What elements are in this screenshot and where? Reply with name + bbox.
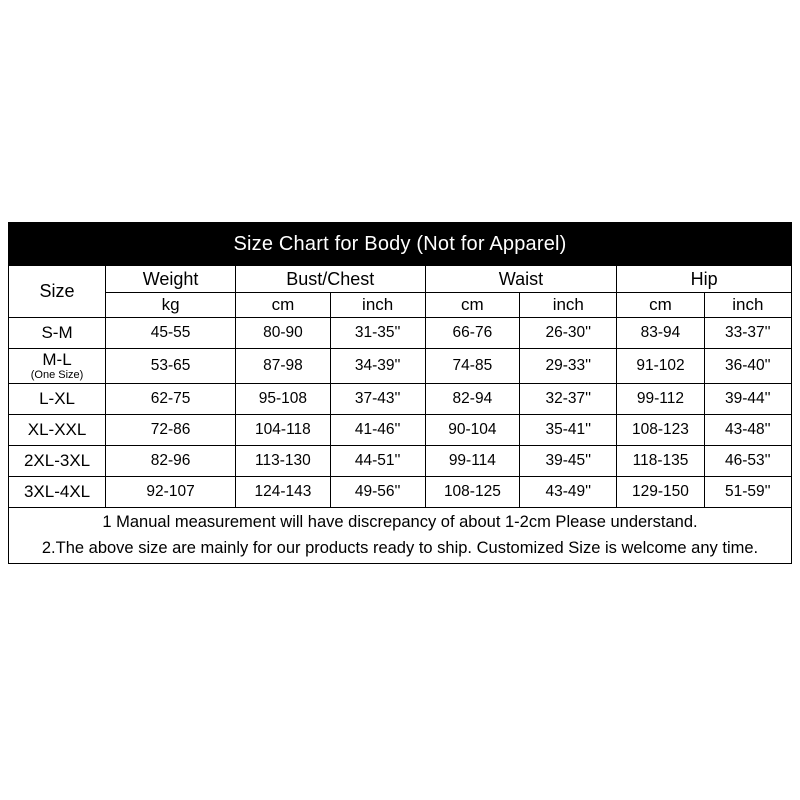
bust-cm-cell: 124-143 [236, 476, 331, 507]
table-row [9, 318, 792, 349]
table-row [9, 476, 792, 507]
col-header-bust-chest: Bust/Chest [236, 266, 425, 293]
weight-kg-cell: 72-86 [106, 414, 236, 445]
waist-cm-cell: 66-76 [425, 318, 520, 349]
waist-inch-cell: 32-37'' [520, 383, 617, 414]
weight-kg-cell: 62-75 [106, 383, 236, 414]
bust-cm-cell: 113-130 [236, 445, 331, 476]
size-cell [9, 318, 106, 349]
bust-inch-cell: 34-39'' [330, 349, 425, 384]
size-chart-table [8, 222, 792, 564]
size-cell [9, 414, 106, 445]
weight-kg-cell: 92-107 [106, 476, 236, 507]
waist-inch-cell: 29-33'' [520, 349, 617, 384]
hip-cm-cell: 129-150 [617, 476, 704, 507]
bust-cm-cell: 87-98 [236, 349, 331, 384]
col-header-hip: Hip [617, 266, 792, 293]
waist-cm-cell: 90-104 [425, 414, 520, 445]
hip-inch-cell: 36-40'' [704, 349, 791, 384]
bust-inch-cell: 37-43'' [330, 383, 425, 414]
hip-inch-cell: 51-59'' [704, 476, 791, 507]
size-label: S-M [41, 323, 73, 343]
waist-inch-cell: 35-41'' [520, 414, 617, 445]
size-label: 3XL-4XL [23, 482, 91, 502]
table-row [9, 414, 792, 445]
unit-header-waist-inch: inch [520, 293, 617, 318]
unit-header-hip-cm: cm [617, 293, 704, 318]
hip-cm-cell: 118-135 [617, 445, 704, 476]
size-cell [9, 383, 106, 414]
size-label: XL-XXL [27, 420, 87, 440]
col-header-waist: Waist [425, 266, 617, 293]
hip-inch-cell: 43-48'' [704, 414, 791, 445]
bust-inch-cell: 31-35'' [330, 318, 425, 349]
hip-cm-cell: 108-123 [617, 414, 704, 445]
table-row [9, 445, 792, 476]
size-label: M-L [42, 350, 72, 369]
note-line-2: 2.The above size are mainly for our products ready to ship. Customized Size is welcome any time. [41, 538, 759, 557]
waist-cm-cell: 99-114 [425, 445, 520, 476]
size-sub-label: (One Size) [30, 368, 84, 381]
weight-kg-cell: 53-65 [106, 349, 236, 384]
size-cell [9, 349, 106, 384]
col-header-size: Size [9, 266, 106, 318]
hip-cm-cell: 91-102 [617, 349, 704, 384]
unit-header-hip-inch: inch [704, 293, 791, 318]
table-row [9, 383, 792, 414]
waist-cm-cell: 82-94 [425, 383, 520, 414]
note-line-1: 1 Manual measurement will have discrepancy of about 1-2cm Please understand. [102, 512, 698, 531]
hip-inch-cell: 33-37'' [704, 318, 791, 349]
hip-inch-cell: 46-53'' [704, 445, 791, 476]
group-header-row [9, 266, 792, 293]
waist-inch-cell: 43-49'' [520, 476, 617, 507]
size-label: 2XL-3XL [23, 451, 91, 471]
size-label: L-XL [39, 389, 75, 409]
unit-header-weight-kg: kg [106, 293, 236, 318]
hip-cm-cell: 83-94 [617, 318, 704, 349]
col-header-weight: Weight [106, 266, 236, 293]
table-row [9, 349, 792, 384]
bust-inch-cell: 49-56'' [330, 476, 425, 507]
waist-inch-cell: 39-45'' [520, 445, 617, 476]
unit-header-row [9, 293, 792, 318]
weight-kg-cell: 45-55 [106, 318, 236, 349]
unit-header-bust-cm: cm [236, 293, 331, 318]
weight-kg-cell: 82-96 [106, 445, 236, 476]
bust-cm-cell: 104-118 [236, 414, 331, 445]
unit-header-bust-inch: inch [330, 293, 425, 318]
bust-cm-cell: 95-108 [236, 383, 331, 414]
notes-row [9, 507, 792, 563]
size-cell [9, 445, 106, 476]
bust-cm-cell: 80-90 [236, 318, 331, 349]
hip-inch-cell: 39-44'' [704, 383, 791, 414]
title-row [9, 223, 792, 266]
unit-header-waist-cm: cm [425, 293, 520, 318]
waist-cm-cell: 108-125 [425, 476, 520, 507]
bust-inch-cell: 41-46'' [330, 414, 425, 445]
hip-cm-cell: 99-112 [617, 383, 704, 414]
bust-inch-cell: 44-51'' [330, 445, 425, 476]
notes-cell [9, 507, 792, 563]
chart-title: Size Chart for Body (Not for Apparel) [9, 223, 792, 266]
waist-inch-cell: 26-30'' [520, 318, 617, 349]
waist-cm-cell: 74-85 [425, 349, 520, 384]
size-cell [9, 476, 106, 507]
